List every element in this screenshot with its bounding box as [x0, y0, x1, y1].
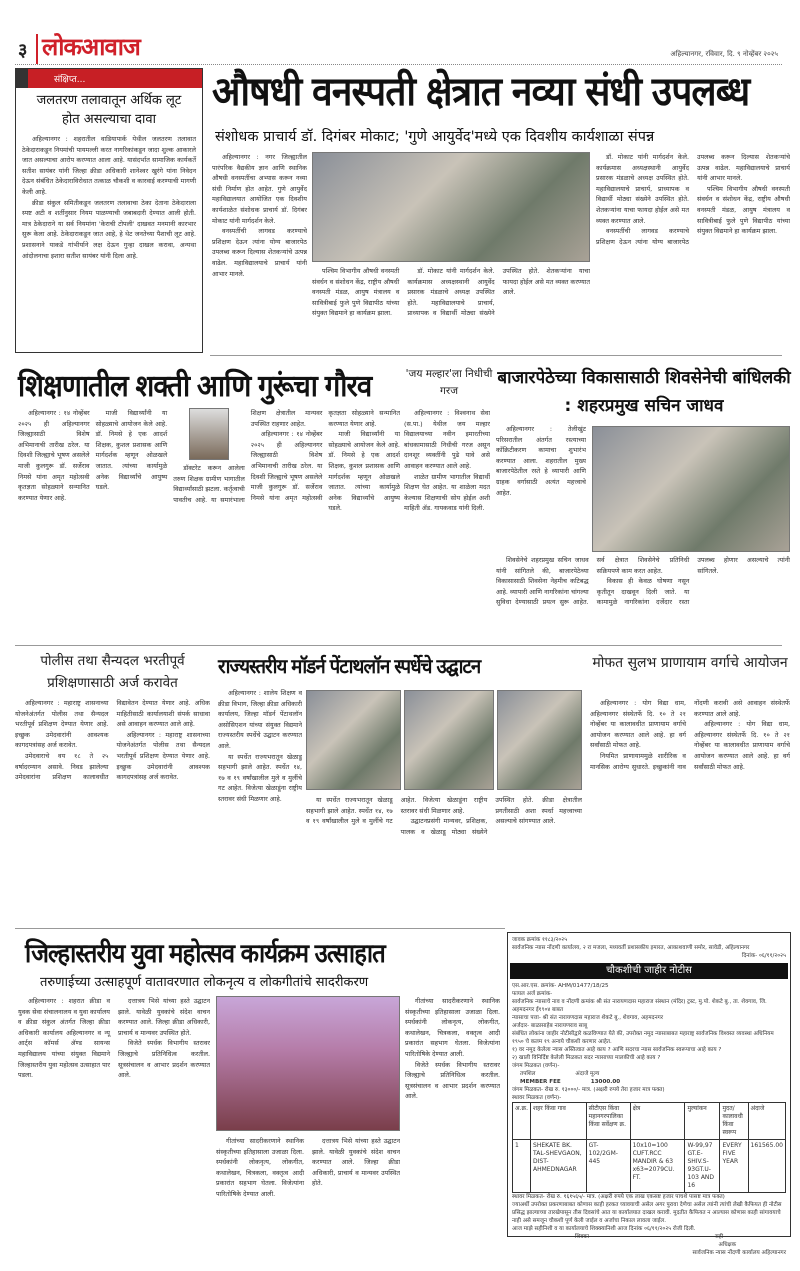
notice-line: फायल अर्ज क्रमांक- [512, 991, 553, 997]
notice-office: सार्वजनिक न्यास नोंदणी कार्यालय, २ रा मजला, मध्यवर्ती प्रशासकीय इमारत, आकाशवाणी समोर, सावेडी, अहिल्यानगर [512, 945, 750, 951]
pranayam-headline: मोफत सुलभ प्राणायाम वर्गाचे आयोजन [592, 655, 788, 671]
notice-ref: जावक क्रमांक ११८३/२०२५ [512, 937, 568, 943]
table-cell: EVERY FIVE YEAR [720, 1140, 748, 1193]
brief-paragraph: क्रीडा संकुल समितीकडून जलतरण तलावाचा ठेका देताना ठेकेदाराला स्पष्ट अटी व शर्तीनुसार नियम पाळण्याची जबाबदारी देण्यात आली होती. मात्र ठेकेदाराने या सर्व नियमांना 'केराची टोपली' दाखवत मनमानी कारभार सुरू केला आहे. ठेकेदाराकडून जात आहे, हे थेट जनतेच्या पैशाची लूट आहे. प्रशासनाने याकडे गांभीर्याने लक्ष देऊन गुन्हा दाखल करावा, अन्यथा आंदोलनाचा इशारा सतीश सायंबर यांनी दिला आहे. [22, 198, 196, 260]
notice-line: अर्जदार- बाळासाहेब नारायणराव साबू [512, 1023, 588, 1029]
teachers-paragraph: अहिल्यानगर : १४ नोव्हेंबर २०२५ ही अहिल्यानगर जिल्ह्यासाठी विशेष अभिमानाची तारीख ठरेल. या दिवशी जिल्ह्याचे भूषण असलेले माजी कुलगुरू डॉ. सर्जेराव निमसे यांना अमृत महोत्सवी कृतज्ञता सोहळ्याने सन्मानित करण्यात येणार आहे. [18, 409, 90, 502]
notice-designation: अधिक्षक [718, 1242, 736, 1248]
teachers-paragraph: डॉक्टरेट करून आलेला तरुण शिक्षक ग्रामीण भागातील विद्यार्थ्यांसाठी झटला. कर्तृत्वाची पावतीच आहे. या समारंभाला शिक्षण क्षेत्रातील मान्यवर उपस्थित राहणार आहेत. [173, 409, 323, 504]
police-paragraph: अहिल्यानगर : महाराष्ट्र शासनाच्या योजनेअंतर्गत पोलीस तथा सैन्यदल भरतीपूर्व प्रशिक्षण देण्यात येणार आहे. इच्छुक उमेदवारांनी आवश्यक कागदपत्रांसह अर्ज करावेत. [116, 730, 210, 782]
lead-paragraph: पश्चिम विभागीय औषधी वनस्पती संवर्धन व संशोधन केंद्र, राष्ट्रीय औषधी वनस्पती मंडळ, आयुष मंत्रालय व सावित्रीबाई फुले पुणे विद्यापीठ यांच्या संयुक्त विद्यमाने हा कार्यक्रम झाला. [312, 267, 400, 318]
table-cell: 1 [513, 1140, 531, 1193]
lead-photo [312, 152, 590, 262]
notice-line: जंगम मिळकत (वर्णन)- [512, 1063, 560, 1069]
notice-line: न्यासाचा पत्ता- श्री संत नारायणदास महाराज शेकटे बु., शेवगाव, अहमदनगर [512, 1015, 664, 1021]
section-divider [210, 355, 782, 356]
table-header: क्षेत्र [630, 1103, 685, 1140]
notice-line: २) खाली विनिर्दिष्ट केलेली मिळकत सदर न्यासाच्या मालकीची आहे काय ? [512, 1055, 661, 1061]
jaymalhar-paragraph: अहिल्यानगर : विश्वनाथ सेवा (स.पा.) येथील जय मल्हार विद्यालयाच्या नवीन इमारतीच्या बांधकामासाठी निधीची गरज असून दानशूर व्यक्तींनी पुढे यावे असे आवाहन करण्यात आले आहे. [404, 409, 490, 470]
newspaper-logo: लोकआवाज [42, 33, 140, 61]
table-cell: 10x10=100 CUFT.RCC MANDIR & 63 x63=2079CU. FT. [630, 1140, 685, 1193]
police-headline: पोलीस तथा सैन्यदल भरतीपूर्व प्रशिक्षणासाठी अर्ज करावेत [40, 653, 185, 691]
pranayam-paragraph: अहिल्यानगर : योग विद्या धाम, अहिल्यानगर संस्थेतर्फे दि. १० ते २१ नोव्हेंबर या कालावधीत प्राणायाम वर्गाचे आयोजन करण्यात आले आहे. हा वर्ग सर्वांसाठी मोफत आहे. [694, 720, 790, 771]
table-row [513, 1140, 786, 1193]
table-header: अंदाजे [748, 1103, 785, 1140]
table-header-row [513, 1103, 786, 1140]
teachers-paragraph: माजी विद्यार्थ्यांनी या सोहळ्याचे आयोजन केले आहे. डॉ. निमसे हे एक आदर्श शिक्षक, कुशल प्रशासक आणि मार्गदर्शक म्हणून ओळखले जातात. त्यांच्या कार्यामुळे अनेक विद्यार्थ्यांचे आयुष्य घडले. [328, 430, 400, 513]
shivsena-photo [592, 426, 790, 552]
lead-paragraph: पश्चिम विभागीय औषधी वनस्पती संवर्धन व संशोधन केंद्र, राष्ट्रीय औषधी वनस्पती मंडळ, आयुष मंत्रालय व सावित्रीबाई फुले पुणे विद्यापीठ यांच्या संयुक्त विद्यमाने हा कार्यक्रम झाला. [697, 184, 790, 236]
table-header: सीटीएस किंवा महानगरपालिका किंवा सर्वेक्षण क्र. [586, 1103, 630, 1140]
teachers-paragraph: अहिल्यानगर : १४ नोव्हेंबर २०२५ ही अहिल्यानगर जिल्ह्यासाठी विशेष अभिमानाची तारीख ठरेल. या दिवशी जिल्ह्याचे भूषण असलेले माजी कुलगुरू डॉ. सर्जेराव निमसे यांना अमृत महोत्सवी कृतज्ञता सोहळ्याने सन्मानित करण्यात येणार आहे. [250, 409, 400, 502]
movable-item: MEMBER FEE [520, 1079, 561, 1085]
jaymalhar-paragraph: शाळेत ग्रामीण भागातील विद्यार्थी शिक्षण घेत आहेत. या शाळेला मदत केल्यास शिक्षणाची सोय होईल अशी माहिती ॲड. गायकवाड यांनी दिली. [404, 472, 490, 513]
pranayam-paragraph: नियमित प्राणायाममुळे शारीरिक व मानसिक आरोग्य सुधारते. इच्छुकांनी नाव नोंदणी करावी असे आवाहन संस्थेतर्फे करण्यात आले आहे. [590, 699, 790, 771]
lead-paragraph: डॉ. मोकाट यांनी मार्गदर्शन केले. कार्यक्रमास अध्यक्षस्थानी आयुर्वेद प्रसारक मंडळाचे अध्यक्ष उपस्थित होते. महाविद्यालयाचे प्राचार्य, प्राध्यापक व विद्यार्थी मोठ्या संख्येने उपस्थित होते. शेतकऱ्यांना याचा फायदा होईल असे मत व्यक्त करण्यात आले. [596, 153, 689, 225]
youth-subheadline: तरुणाईच्या उत्साहपूर्ण वातावरणात लोकनृत्य व लोकगीतांचे सादरीकरण [40, 975, 369, 990]
lead-paragraph: वनस्पतींची लागवड करण्याचे प्रशिक्षण देऊन त्यांना योग्य बाजारपेठ उपलब्ध करून दिल्यास शेतकऱ्यांचे उत्पन्न वाढेल. महाविद्यालयाचे प्राचार्य यांनी आभार मानले. [596, 153, 790, 246]
teachers-paragraph: माजी विद्यार्थ्यांनी या सोहळ्याचे आयोजन केले आहे. डॉ. निमसे हे एक आदर्श शिक्षक, कुशल प्रशासक आणि मार्गदर्शक म्हणून ओळखले जातात. त्यांच्या कार्यामुळे अनेक विद्यार्थ्यांचे आयुष्य घडले. [95, 409, 168, 492]
lead-subheadline: संशोधक प्राचार्य डॉ. दिगंबर मोकाट; 'गुणे आयुर्वेद'मध्ये एक दिवशीय कार्यशाळा संपन्न [215, 129, 655, 145]
immovable-total: स्थावर मिळकत- रोख रु. १६१५६५/- मात्र. (अक्षरी रुपये एक लाख एकसष्ट हजार पाचशे पासष्ट मात्र फक्त) [512, 1194, 725, 1200]
lead-paragraph: अहिल्यानगर : नगर जिल्ह्यातील पारंपरिक वैद्यकीय ज्ञान आणि स्थानिक औषधी वनस्पतींचा अभ्यास करून नव्या संधी निर्माण होत आहेत. गुणे आयुर्वेद महाविद्यालयात आयोजित एक दिवशीय कार्यशाळेत संशोधक प्राचार्य डॉ. दिगंबर मोकाट यांनी मार्गदर्शन केले. [212, 153, 307, 225]
youth-paragraph: गीतांच्या सादरीकरणाने स्थानिक संस्कृतीच्या इतिहासाला उजाळा दिला. स्पर्धकांनी लोकनृत्य, लोकगीत, कथालेखन, चित्रकला, वक्तृत्व आदी प्रकारांत सहभाग घेतला. विजेत्यांना पारितोषिके देण्यात आली. [216, 1137, 304, 1198]
notice-line: एस.आर.एस. क्रमांक- AHM/01477/18/25 [512, 983, 609, 989]
page-number: ३ [18, 40, 28, 61]
notice-date: दिनांक- ०६/११/२०२५ [741, 953, 786, 959]
pentathlon-headline: राज्यस्तरीय मॉडर्न पेंटाथलॉन स्पर्धेचे उद्घाटन [218, 654, 481, 678]
lead-paragraph: वनस्पतींची लागवड करण्याचे प्रशिक्षण देऊन त्यांना योग्य बाजारपेठ उपलब्ध करून दिल्यास शेतकऱ्यांचे उत्पन्न वाढेल. महाविद्यालयाचे प्राचार्य यांनी आभार मानले. [212, 227, 307, 278]
table-header: मुल्यांकन [685, 1103, 720, 1140]
notice-signoff: सार्वजनिक न्यास नोंदणी कार्यालय अहिल्यानगर [692, 1250, 786, 1256]
notice-sign: सही [714, 1234, 724, 1240]
table-header: अ.क्र. [513, 1103, 531, 1140]
teachers-portrait [189, 408, 229, 460]
masthead-divider [36, 34, 38, 64]
shivsena-paragraph: अहिल्यानगर : तेलीखुंट परिसरातील अंतर्गत रस्त्याच्या काँक्रिटीकरण कामाचा शुभारंभ करण्यात आला. शहरातील मुख्य बाजारपेठेतील रस्ते हे व्यापारी आणि ग्राहक वर्गासाठी अत्यंत महत्त्वाचे आहेत. [496, 425, 586, 497]
table-cell: SHEKATE BK. TAL-SHEVGAON, DIST-AHMEDNAGAR [531, 1140, 587, 1193]
notice-seal: शिक्का [574, 1234, 589, 1240]
movable-head: अंदाजे मूल्य [575, 1071, 600, 1077]
property-table [512, 1102, 786, 1193]
movable-head: तपशिल [520, 1071, 536, 1077]
pentathlon-paragraph: या स्पर्धेत राज्यभरातून खेळाडू सहभागी झाले आहेत. स्पर्धेत १४, १७ व १९ वर्षांखालील मुले व मुलींचे गट आहेत. विजेत्या खेळाडूंना राष्ट्रीय स्तरावर संधी मिळणार आहे. [306, 796, 488, 826]
youth-photo [216, 996, 400, 1131]
youth-paragraph: विजेते स्पर्धक विभागीय स्तरावर जिल्ह्याचे प्रतिनिधित्व करतील. सूत्रसंचालन व आभार प्रदर्शन करण्यात आले. [405, 1060, 500, 1101]
police-paragraph: उमेदवाराचे वय १८ ते २५ वर्षादरम्यान असावे. निवड झालेल्या उमेदवारांना प्रशिक्षण कालावधीत विद्यावेतन देण्यात येणार आहे. अधिक माहितीसाठी कार्यालयाशी संपर्क साधावा असे आवाहन करण्यात आले आहे. [15, 699, 210, 782]
table-header: शहर किंवा गाव [531, 1103, 587, 1140]
pentathlon-paragraph: अहिल्यानगर : शालेय शिक्षण व क्रीडा विभाग, जिल्हा क्रीडा अधिकारी कार्यालय, जिल्हा मॉडर्न पेंटाथलॉन असोसिएशन यांच्या संयुक्त विद्यमाने राज्यस्तरीय स्पर्धेचे उद्घाटन करण्यात आले. [218, 689, 302, 750]
shivsena-paragraph: विकास ही केवळ घोषणा नसून कृतीतून दाखवून दिली जाते. या कामामुळे नागरिकांना दर्जेदार रस्ता उपलब्ध होणार असल्याचे त्यांनी सांगितले. [596, 556, 790, 607]
immovable-label: स्थावर मिळकत (वर्णन)- [512, 1095, 562, 1101]
pentathlon-photo-3 [497, 690, 582, 790]
notice-line: १) वर नमूद केलेला न्यास अस्तित्वात आहे काय ? आणि सदरचा न्यास सार्वजनिक स्वरूपाचा आहे काय ? [512, 1047, 722, 1053]
pentathlon-paragraph: उद्घाटनप्रसंगी मान्यवर, प्रशिक्षक, पालक व खेळाडू मोठ्या संख्येने उपस्थित होते. क्रीडा क्षेत्रातील प्रगतीसाठी अशा स्पर्धा महत्त्वाच्या असल्याचे सांगण्यात आले. [400, 796, 582, 836]
youth-paragraph: गीतांच्या सादरीकरणाने स्थानिक संस्कृतीच्या इतिहासाला उजाळा दिला. स्पर्धकांनी लोकनृत्य, लोकगीत, कथालेखन, चित्रकला, वक्तृत्व आदी प्रकारांत सहभाग घेतला. विजेत्यांना पारितोषिके देण्यात आली. [405, 997, 500, 1058]
pentathlon-paragraph: या स्पर्धेत राज्यभरातून खेळाडू सहभागी झाले आहेत. स्पर्धेत १४, १७ व १९ वर्षांखालील मुले व मुलींचे गट आहेत. विजेत्या खेळाडूंना राष्ट्रीय स्तरावर संधी मिळणार आहे. [218, 752, 302, 803]
youth-paragraph: दत्तात्रय भिसे यांच्या हस्ते उद्घाटन झाले. यावेळी युवकांचे संदेश वाचन करण्यात आले. जिल्हा क्रीडा अधिकारी, प्राचार्य व मान्यवर उपस्थित होते. [118, 997, 210, 1037]
movable-total: जंगम मिळकत- रोख रु. १३०००/- मात्र. (अक्षरी रुपये तेरा हजार मात्र फक्त) [512, 1087, 665, 1093]
notice-issued: आज माझे सहीनिशी व या कार्यालयाचे शिक्क्यानिशी आज दिनांक ०६/११/२०२५ रोजी दिली. [512, 1226, 696, 1232]
brief-box [15, 68, 203, 353]
notice-title: चौकशीची जाहीर नोटीस [510, 963, 788, 979]
youth-paragraph: विजेते स्पर्धक विभागीय स्तरावर जिल्ह्याचे प्रतिनिधित्व करतील. सूत्रसंचालन व आभार प्रदर्शन करण्यात आले. [118, 1039, 210, 1080]
table-header: मुदत/कालावधी किंवा स्वरूप [720, 1103, 748, 1140]
brief-label: संक्षिप्त... [16, 69, 202, 88]
shivsena-headline: बाजारपेठेच्या विकासासाठी शिवसेनेची बांधिलकी : शहरप्रमुख सचिन जाधव [497, 368, 791, 416]
pentathlon-photo-2 [404, 690, 494, 790]
brief-paragraph: अहिल्यानगर : शहरातील वाडियापार्क येथील जलतरण तलावात ठेकेदाराकडून नियमांची पायमल्ली करत नागरिकांकडून जादा शुल्क आकारले जात असल्याचा आरोप करण्यात आला आहे. यासंदर्भात सामाजिक कार्यकर्ते सतीश सायंबर यांनी जिल्हा क्रीडा अधिकारी शानेश्वर खुरंगे यांना निवेदन देऊन संबंधित ठेकेदाराविरोधात तत्काळ चौकशी व कारवाई करण्याची मागणी केली आहे. [22, 135, 196, 196]
teachers-headline: शिक्षणातील शक्ती आणि गुरूंचा गौरव [18, 369, 372, 404]
dateline: अहिल्यानगर, रविवार, दि. ९ नोव्हेंबर २०२५ [670, 50, 778, 58]
jaymalhar-headline: 'जय मल्हार'ला निधीची गरज [405, 368, 493, 397]
brief-headline: जलतरण तलावातून अर्थिक लूट होत असल्याचा दावा [36, 93, 182, 127]
notice-line: संबंधित लोकांना जाहीर नोटीसीद्वारे कळविण्यात येते की, उपरोक्त नमूद न्यासाबाबत महाराष्ट्र सार्वजनिक विश्वस्त व्यवस्था अधिनियम १९५० चे कलम १९ अन्वये चौकशी करणार आहेत. [512, 1031, 774, 1045]
movable-value: 13000.00 [590, 1079, 621, 1085]
youth-paragraph: अहिल्यानगर : शहरात क्रीडा व युवक सेवा संचालनालय व युवा कार्यालय व क्रीडा संकुल अंतर्गत जिल्हा क्रीडा अधिकारी कार्यालय अहिल्यानगर व न्यू आर्ट्स कॉमर्स ॲण्ड सायन्स महाविद्यालय यांच्या संयुक्त विद्यमाने जिल्हास्तरीय युवा महोत्सव उत्साहात पार पडला. [18, 997, 110, 1080]
youth-headline: जिल्हास्तरीय युवा महोत्सव कार्यक्रम उत्साहात [25, 939, 385, 969]
pentathlon-photo-1 [306, 690, 401, 790]
public-notice [507, 932, 791, 1256]
table-cell: 161565.00 [748, 1140, 785, 1193]
notice-closing: ज्याअर्थी उपरोक्त प्रकरणाबाबत कोणास काही हरकत घ्यावयाची असेल अगर पुरावा देणेचा असेल त्यांनी त्यांची लेखी कैफियत ही नोटीस प्रसिद्ध झाल्याच्या तारखेपासून तीस दिवसांचे आत या कार्यालयात दाखल करावी. मुदतीत कैफियत न आल्यास कोणास काही सांगावयाचे नाही असे समजून चौकशी पूर्ण केली जाईल व अर्जाचा निकाल लावला जाईल. [512, 1202, 782, 1224]
table-cell: GT-102/2GM-445 [586, 1140, 630, 1193]
pranayam-paragraph: अहिल्यानगर : योग विद्या धाम, अहिल्यानगर संस्थेतर्फे दि. १० ते २१ नोव्हेंबर या कालावधीत प्राणायाम वर्गाचे आयोजन करण्यात आले आहे. हा वर्ग सर्वांसाठी मोफत आहे. [590, 699, 686, 750]
youth-paragraph: दत्तात्रय भिसे यांच्या हस्ते उद्घाटन झाले. यावेळी युवकांचे संदेश वाचन करण्यात आले. जिल्हा क्रीडा अधिकारी, प्राचार्य व मान्यवर उपस्थित होते. [312, 1137, 400, 1188]
notice-line: सार्वजनिक न्यासाचे नाव व नोंदणी क्रमांक श्री संत नारायणदास महाराज संस्थान (मंदिर) ट्रस्ट, मु.पो. शेकटे बु., ता. शेवगाव, जि. अहमदनगर ई१९०४ बाबत [512, 999, 767, 1013]
section-divider [15, 928, 505, 929]
lead-headline: औषधी वनस्पती क्षेत्रात नव्या संधी उपलब्ध [212, 69, 750, 115]
section-divider [15, 645, 782, 646]
lead-paragraph: डॉ. मोकाट यांनी मार्गदर्शन केले. कार्यक्रमास अध्यक्षस्थानी आयुर्वेद प्रसारक मंडळाचे अध्यक्ष उपस्थित होते. महाविद्यालयाचे प्राचार्य, प्राध्यापक व विद्यार्थी मोठ्या संख्येने उपस्थित होते. शेतकऱ्यांना याचा फायदा होईल असे मत व्यक्त करण्यात आले. [407, 267, 590, 318]
police-paragraph: अहिल्यानगर : महाराष्ट्र शासनाच्या योजनेअंतर्गत पोलीस तथा सैन्यदल भरतीपूर्व प्रशिक्षण देण्यात येणार आहे. इच्छुक उमेदवारांनी आवश्यक कागदपत्रांसह अर्ज करावेत. [15, 699, 109, 750]
shivsena-paragraph: शिवसेनेचे शहरप्रमुख सचिन जाधव यांनी सांगितले की, बाजारपेठेच्या विकासासाठी शिवसेना नेहमीच कटिबद्ध आहे. व्यापारी आणि नागरिकांना चांगल्या सुविधा देण्यासाठी प्रयत्न सुरू आहेत. सर्व क्षेत्रात शिवसेनेचे प्रतिनिधी सक्रियपणे काम करत आहेत. [496, 556, 690, 607]
table-cell: W-99,97 GT.E-SHIV.S-93GT.U-103 AND 16 [685, 1140, 720, 1193]
